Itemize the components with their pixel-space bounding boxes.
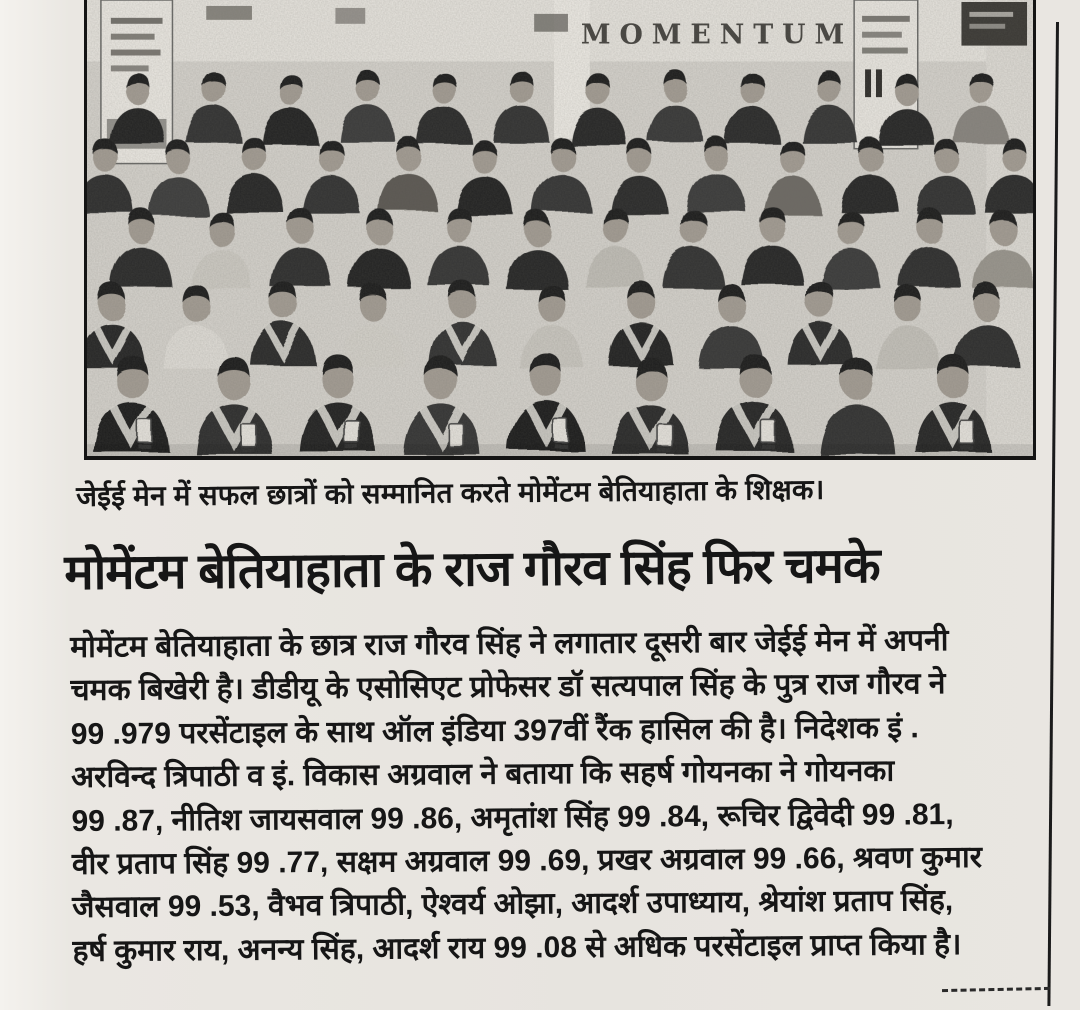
- group-photo-illustration: [87, 0, 1033, 456]
- body-line: जैसवाल 99 .53, वैभव त्रिपाठी, ऐश्वर्य ओझा, आदर्श उपाध्याय, श्रेयांश प्रताप सिंह,: [72, 884, 954, 925]
- article-headline: मोमेंटम बेतियाहाता के राज गौरव सिंह फिर चमके: [64, 538, 880, 600]
- body-line: अरविन्द त्रिपाठी व इं. विकास अग्रवाल ने बताया कि सहर्ष गोयनका ने गोयनका: [71, 754, 895, 795]
- body-line: मोमेंटम बेतियाहाता के छात्र राज गौरव सिंह ने लगातार दूसरी बार जेईई मेन में अपनी: [70, 624, 949, 664]
- momentum-banner-text: MOMENTUM: [580, 19, 854, 51]
- news-photo: [84, 0, 1036, 460]
- photo-caption: जेईई मेन में सफल छात्रों को सम्मानित करते मोमेंटम बेतियाहाता के शिक्षक।: [76, 473, 825, 512]
- body-line: 99 .87, नीतिश जायसवाल 99 .86, अमृतांश सिंह 99 .84, रूचिर द्विवेदी 99 .81,: [71, 797, 954, 838]
- body-line: वीर प्रताप सिंह 99 .77, सक्षम अग्रवाल 99 .69, प्रखर अग्रवाल 99 .66, श्रवण कुमार: [71, 840, 983, 882]
- film-grain-overlay: [87, 0, 1033, 456]
- body-line: 99 .979 परसेंटाइल के साथ ऑल इंडिया 397वीं रैंक हासिल की है। निदेशक इं .: [70, 711, 919, 751]
- article-body: [70, 618, 1058, 973]
- body-line: चमक बिखेरी है। डीडीयू के एसोसिएट प्रोफेसर डॉ सत्यपाल सिंह के पुत्र राज गौरव ने: [70, 667, 946, 708]
- body-line: हर्ष कुमार राय, अनन्य सिंह, आदर्श राय 99 .08 से अधिक परसेंटाइल प्राप्त किया है।: [72, 927, 962, 968]
- bottom-dashed-rule: [942, 987, 1050, 992]
